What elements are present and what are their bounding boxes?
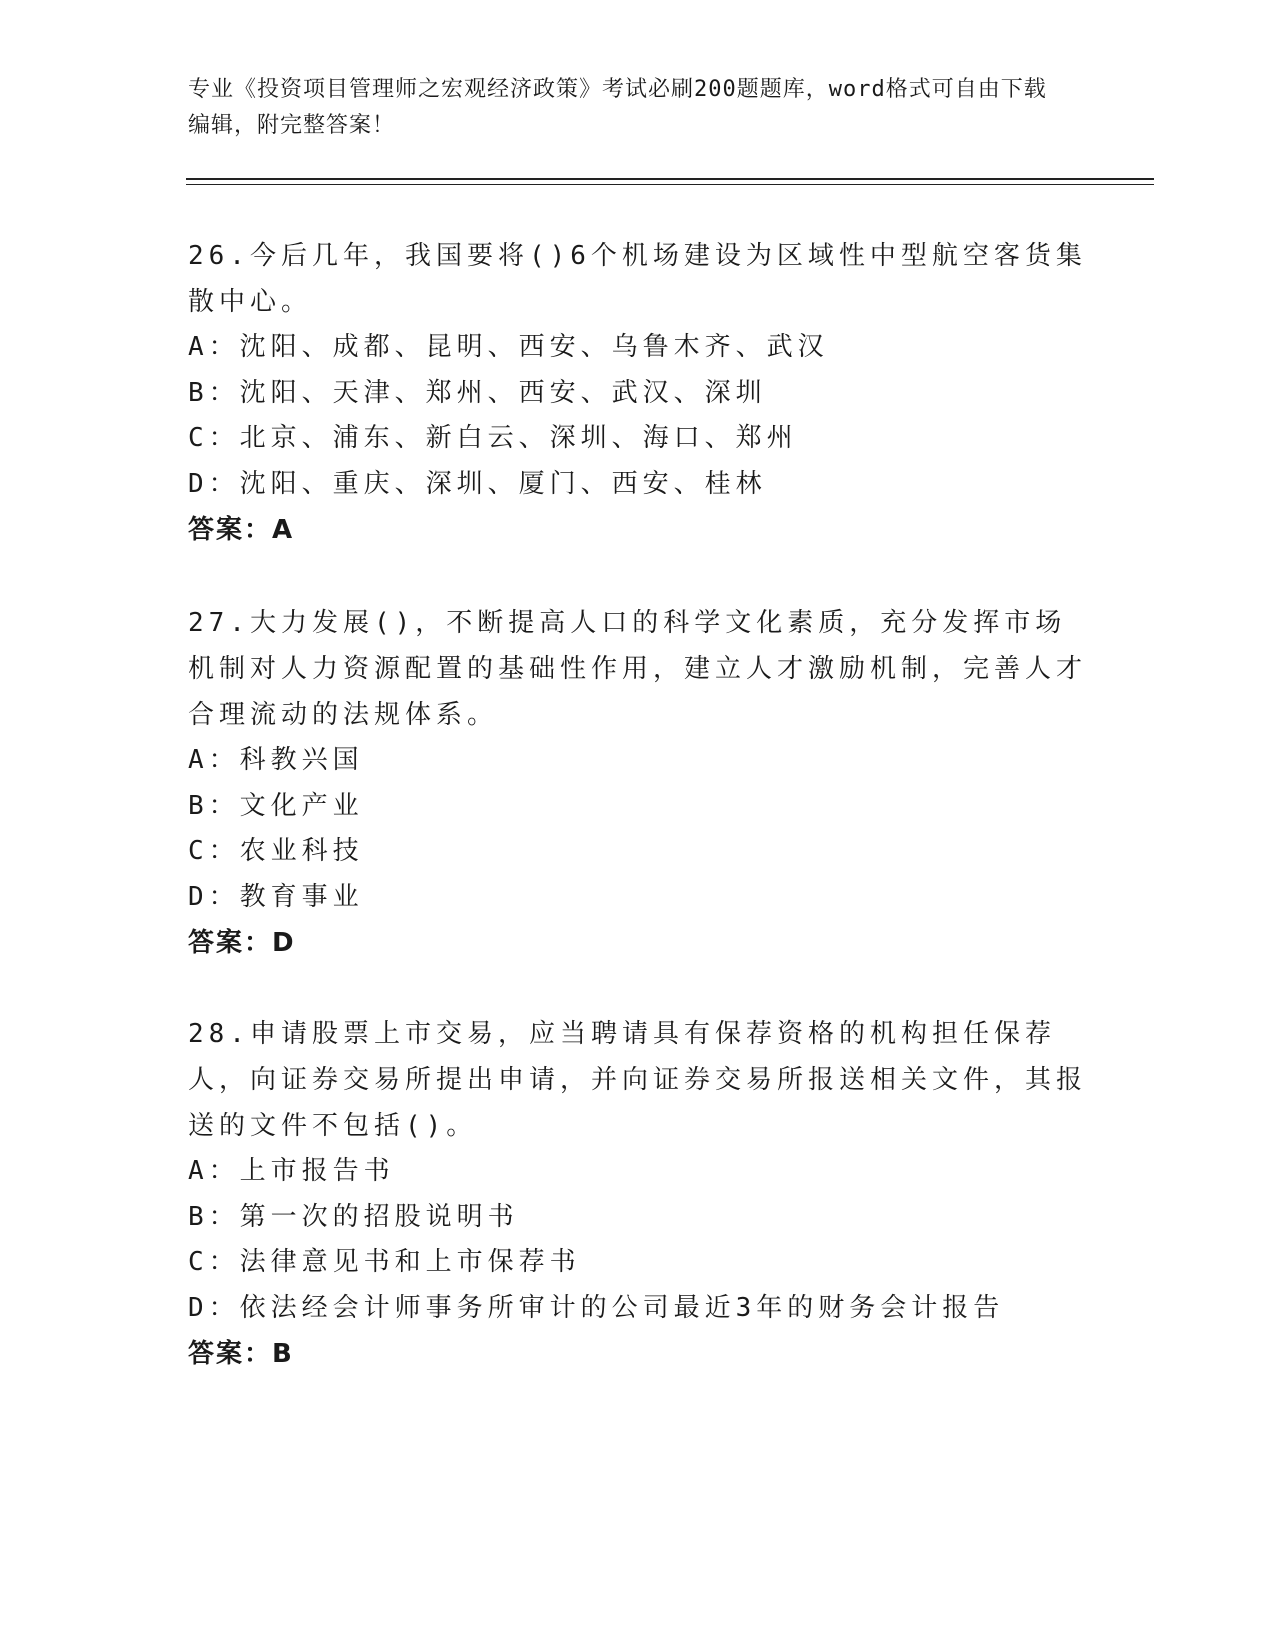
question-stem: 26.今后几年，我国要将()6个机场建设为区域性中型航空客货集散中心。 [188,241,1087,317]
option-b: B：第一次的招股说明书 [188,1201,519,1232]
option-a: A：上市报告书 [188,1156,395,1186]
question-stem: 28.申请股票上市交易，应当聘请具有保荐资格的机构担任保荐人，向证券交易所提出申请，并向证券交易所报送相关文件，其报送的文件不包括()。 [188,1019,1088,1141]
question-stem: 27.大力发展()，不断提高人口的科学文化素质，充分发挥市场机制对人力资源配置的基础性作用，建立人才激励机制，完善人才合理流动的法规体系。 [188,608,1088,730]
answer: 答案：D [188,928,296,958]
header-divider-thick [186,178,1154,180]
option-c: C：法律意见书和上市保荐书 [188,1247,581,1277]
option-a: A：科教兴国 [188,745,364,775]
header-divider-thin [186,184,1154,185]
option-c: C：北京、浦东、新白云、深圳、海口、郑州 [188,423,798,453]
document-header: 专业《投资项目管理师之宏观经济政策》考试必刷200题题库，word格式可自由下载编辑，附完整答案！ [188,77,1047,138]
option-c: C：农业科技 [188,836,364,866]
option-d: D：教育事业 [188,881,364,912]
option-d: D：依法经会计师事务所审计的公司最近3年的财务会计报告 [188,1292,1005,1323]
answer: 答案：B [188,1339,294,1369]
option-d: D：沈阳、重庆、深圳、厦门、西安、桂林 [188,468,767,499]
question-27 [188,600,1088,966]
question-26 [188,233,1088,553]
question-28 [188,1011,1088,1377]
option-b: B：文化产业 [188,790,364,821]
option-b: B：沈阳、天津、郑州、西安、武汉、深圳 [188,377,767,408]
answer: 答案：A [188,515,295,545]
option-a: A：沈阳、成都、昆明、西安、乌鲁木齐、武汉 [188,332,829,362]
